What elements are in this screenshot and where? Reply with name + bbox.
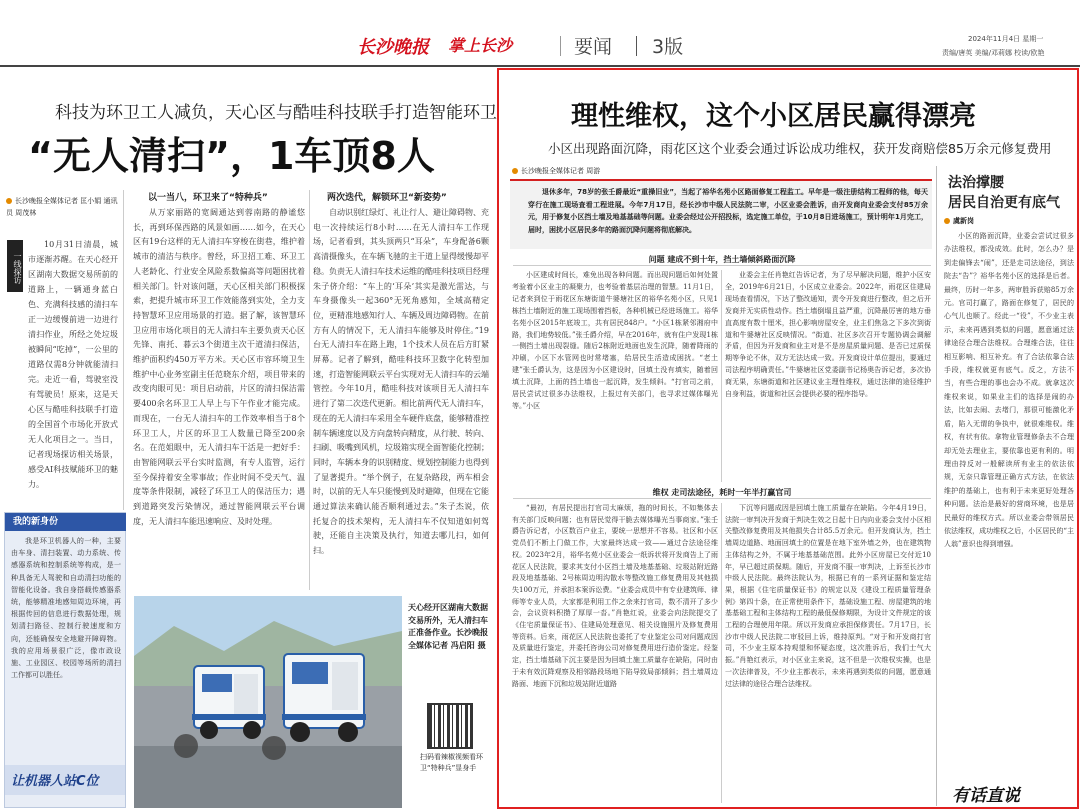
commentary-author-text: 虞新岗 xyxy=(953,217,974,225)
commentary-dot-icon xyxy=(944,218,950,224)
robot-box-footer-text: 让机器人站C位 xyxy=(11,774,99,789)
paper-logo xyxy=(357,33,429,59)
right-col-divider-2 xyxy=(721,503,722,803)
sub-logo: 掌上长沙 xyxy=(448,36,513,55)
right-col1: 小区建成时间长，难免出现各种问题。而出现问题后如何处置考验着小区业主的凝聚力，也考验着基层治理的智慧。11月1日，记者来到位于雨花区东塘街道牛婆塘社区的裕华名苑小区，只见1栋挡土墙附近的施工现场围着挡板，各种机械已经进场施工。裕华名苑小区2015年底竣工，共有居民848户。“小区1栋紧邻湘府中路，我们地势较低。”张壬爵介绍，早在2016年，就有住户发现1栋一侧挡土墙出现裂缝。随后2栋附近地面也发生沉降，随着降雨的冲刷，小区下水管网也时常堵塞，给居民生活造成困扰。“老土建”张壬爵认为，这是因为小区建设时，回填土没有填实，随着回填土沉降，上面的挡土墙也一起沉降，发生倾斜。“打官司之前，居民尝试过很多办法维权，上报过有关部门，也寻求过媒体曝光等。”小区 xyxy=(512,271,718,410)
left-col3-head: 两次迭代，解锁环卫“新姿势” xyxy=(327,193,447,203)
right-col2: 业委会主任肖艳红告诉记者，为了尽早解决问题，维护小区安全，2019年6月21日，小区成立业委会。2022年，雨花区住建局现场查看情况，下达了整改通知，责令开发商进行整改，但之后开发商并无实质性动作。挡土墙倒塌且益严重，沉降最厉害的地方垂直高度有数十厘米，担心影响房屋安全，业主们焦急之下多次到街道和牛婆塘社区反映情况。“街道、社区多次召开专题协调会调解矛盾，但因为开发商和业主对是不是房屋质量问题、是否已过质保期等争论不休，双方无法达成一致。开发商设计单位提出，要通过司法程序明确责任。”牛婆塘社区党委副书记杨奥告诉记者，多次协商无果，东塘街道和社区建议业主理性维权，通过法律的途径维护自身利益，街道和社区会提供必要的程序指导。 xyxy=(725,271,931,399)
robot-box-title: 我的新身份 xyxy=(5,513,126,531)
right-col3: “最初，有居民提出打官司太麻烦，拖的时间长，不如集体去有关部门反映问题；也有居民觉得干脆去媒体曝光当事商家。”张壬爵告诉记者，小区数百户业主，要统一思想并不容易。社区和小区党员们不断上门做工作，大家最终达成一致——通过合法途径维权。2023年2月，裕华名苑小区业委会一纸诉状将开发商告上了雨花区人民法院，要求其支付小区挡土墙及地基基础、垃圾站附近路段及地基基础、2号栋周边明沟散水等整改施工修复费用及其他损失100万元，并承担本案诉讼费。“业委会成员中有专业建筑师、律师等专业人员，大家都是利用工作之余来打官司，数不清开了多少会，会议资料积攒了厚厚一沓。”肖艳红说，业委会向法院提交了《住宅质量保证书》、住建局处理意见、相关设施照片及修复费用等资料。后来，雨花区人民法院也委托了专业鉴定公司对问题成因及质量进行鉴定，并委托咨询公司对修复费用进行造价鉴定。经鉴定，挡土墙基础下沉主要是因为回填土施工质量存在缺陷，同时由于未有效沉降观察及相邻路段场地下陷导致局部倾斜；挡土墙周边路面、地面下沉和垃圾站附近道路 xyxy=(512,504,718,688)
left-kicker: 科技为环卫工人减负，天心区与酷哇科技联手打造智能环卫 xyxy=(55,103,497,123)
right-col4: 下沉等问题成因是回填土施工质量存在缺陷。今年4月19日，法院一审判决开发商于判决生效之日起十日内向业委会支付小区相关整改修复费用及其他损失合计85.5万余元。但开发商认为，挡土墙周边道路、地面回填土的位置是在地下室外墙之外，也在建筑物主体结构之外，不属于地基基础范围。此外小区房屋已交付近10年，早已超过质保期。随后，开发商不服一审判决，上诉至长沙市中级人民法院。最终法院认为，根据已有的一系列证据和鉴定结果，根据《住宅质量保证书》的规定以及《建设工程质量管理条例》第四十条，在正常使用条件下，基础设施工程、房屋建筑的地基基础工程和主体结构工程的最低保修期限，为设计文件规定的该工程的合理使用年限。所以开发商应承担保修责任。7月17日，长沙市中级人民法院二审驳回上诉，维持原判。“对于和开发商打官司，不少业主原本持观望和怀疑态度，这次胜诉后，我们士气大振。”肖艳红表示，对小区业主来说，这不但是一次维权实操，也是一次法律普及，不少业主都表示，未来再遇到类似的问题，愿意通过法律的途径合理合法维权。 xyxy=(725,504,931,688)
paper-logo-text: 长沙晚报 xyxy=(357,37,429,58)
right-col-divider-1 xyxy=(721,270,722,482)
right-byline xyxy=(512,166,600,176)
staff-line: 责编/唐英 美编/邓莉娜 校读/欧艳 xyxy=(942,49,1045,57)
lead-box xyxy=(510,179,932,249)
lead-text: 退休多年，78岁的张壬爵最近“重操旧业”，当起了裕华名苑小区路面修复工程监工。早年是一级注册结构工程师的他，每天穿行在施工现场查看工程进展。今年7月17日，经长沙市中级人民法院二审，小区业委会胜诉，由开发商向业委会支付85万余元，用于修复小区挡土墙及地基基础等问题。业委会经过公开招投标，选定施工单位，于10月8日进场施工，预计明年1月完工，届时，困扰小区居民多年的路面沉降问题将彻底解决。 xyxy=(528,188,928,234)
byline-dot-icon xyxy=(6,198,12,204)
left-col-divider-2 xyxy=(309,190,310,590)
commentary-title-1: 法治撑腰 xyxy=(948,175,1004,191)
left-headline: “无人清扫”，1车顶8人 xyxy=(28,134,435,178)
robot-box-footer xyxy=(5,765,125,795)
sec2-heading: 维权 走司法途径，耗时一年半打赢官司 xyxy=(513,487,931,499)
sweeper-illustration xyxy=(134,596,402,808)
side-tag: 一线探访 xyxy=(7,240,23,292)
commentary-author xyxy=(944,216,974,226)
commentary-footer: 有话直说 xyxy=(952,786,1020,806)
right-byline-text: 长沙晚报全媒体记者 周游 xyxy=(521,167,601,175)
left-col1: 10月31日清晨，城市逐渐苏醒。在天心经开区湖南大数据交易所前的道路上，一辆通身蓝白色、充满科技感的清扫车正一边缓慢前进一边进行清扫作业，所经之处垃圾被瞬间“吃掉”，一公里的道路仅需8分钟就能清扫完。走近一看，驾驶室没有驾驶员！原来，这是天心区与酷哇科技联手打造的全国首个市场化开放式无人化项目之一。当日，记者现场探访相关场景，感受AI科技赋能环卫的魅力。 xyxy=(28,240,118,489)
left-col2-head: 以一当八，环卫来了“特种兵” xyxy=(148,193,268,203)
left-byline-text: 长沙晚报全媒体记者 匡小娟 通讯员 周茂林 xyxy=(6,197,118,217)
right-headline: 理性维权，这个小区居民赢得漂亮 xyxy=(571,101,976,132)
commentary-text: 小区的路面沉降，业委会尝试过很多办法维权，都没成效。此时，怎么办？是到走偏锋去“闹”，还是走司法途径，到法院去“告”？裕华名苑小区的选择是后者。最终，历时一年多，两审胜诉获赔85万余元。官司打赢了，路面在修复了，居民的心气儿也顺了。经此一“役”，不少业主表示，未来再遇到类似的问题，愿意通过法律途径合理合法维权。合理维合法，往往相互影响、相互补充。有了合法依靠合法手段，维权就更有底气。反之，方法不当，有些合理的事也会办不成。就拿这次维权来说，如果业主们的选择是闹的办法，比如去闹、去堵门，那很可能激化矛盾，陷入无谓的争执中，就很难维权。维权，有状有依。拿物业管理修条去不合理却无处去理业主，要依靠也更有利的。明理由持反对一般解读所有业主的依法依规，无奈只靠管理正确方式方法，在依法维护的基础上，也有利于未来更好处理各种问题。法治是最好的营商环境，也是居民最好的维权方式。所以业委会带领居民依法维权，成功维权之后，小区居民的“主人翁”意识也得到增强。 xyxy=(944,232,1074,549)
sweeper-photo xyxy=(134,596,402,808)
left-col2-text: 从万家丽路的宽阔通达到蓉南路的静谧悠长，再到环保西路的风景如画……如今，在天心区有19台这样的无人清扫车穿梭在街巷，维护着城市的清洁与秩序。曾经，环卫招工难、环卫工人老龄化、行业安全风险系数偏高等问题困扰着相关部门。针对该问题，天心区相关部门积极探索，把提升城市环卫工作效能落到实处，全力支持智慧环卫应用场景的打造。据了解，该智慧环卫应用市场化项目的无人清扫车主要负责天心区先锋、南托、暮云3个街道主次干道清扫保洁，维护面积约450万平方米。天心区市容环境卫生维护中心业务室副主任范晓东介绍，项目带来的改变肉眼可见：项目启动前，片区的清扫保洁需要400余名环卫工人早上与下午作业才能完成。而现在，一台无人清扫车的工作效率相当于8个环卫工人，片区的环卫工人数量已降至200余名。在范姐眼中，无人清扫车干活是一把好手：由智能网联云平台实时监测，有专人监管，运行至今保持着安全零事故；作业时间不受天气、温度等条件限制，减轻了环卫工人的保洁压力；遇到道路突发污染情况，通过智能网联云平台调度，无人清扫车能迅速响应、及时处理。 xyxy=(133,208,305,526)
commentary-title-2: 居民自治更有底气 xyxy=(948,195,1060,211)
masthead-divider xyxy=(560,36,561,56)
photo-caption: 天心经开区湖南大数据交易所外，无人清扫车正准备作业。长沙晚报全媒体记者 冯启阳 摄 xyxy=(408,603,488,650)
masthead xyxy=(0,0,1080,68)
left-col-divider-1 xyxy=(123,190,124,510)
robot-box xyxy=(4,512,126,808)
left-col3-text: 自动识别红绿灯、礼让行人、避让障碍物、充电一次持续运行8小时……在无人清扫车工作现场，记者看到，其头顶两只“耳朵”，车身配备6颗高清摄像头，在车辆飞驰的主干道上显得缓慢却平稳。负责无人清扫车技术运维的酷哇科技项目经理朱子侪介绍：“车上的‘耳朵’其实是激光雷达，与车身摄像头一起360°无死角感知，全域高精定位，更精准地感知行人、车辆及周边障碍物。在前方有人的情况下，无人清扫车能够及时停住。”19台无人清扫车在路上跑，1个技术人员在后方盯紧屏幕。记者了解到，酷哇科技环卫数字化转型加速，打造智能网联云平台实现对无人清扫车的云端管控。今年10月，酷哇科技对该项目无人清扫车进行了第二次迭代更新。相比前两代无人清扫车，现在的无人清扫车采用全车硬件底盘，能够精准控制车辆速度以及方向盘转向精度，从行驶、转向、扫刷、吸嘴到风机，垃圾箱实现全面智能化控制；同时，车辆本身的识别精度、规划控制能力也得到了显著提升。“举个例子，在复杂路段，两车相会时，以前的无人车只能慢到及时避障，但现在它能通过算法来确认能否顺利通过去。”朱子杰说，依托复合的技术架构，无人清扫车不仅知道如何驾驶，还能自主决策及执行，知道去哪儿扫，如何扫。 xyxy=(313,208,489,556)
left-byline xyxy=(6,195,118,219)
qr-caption: 扫码看辣椒视频看环卫“特种兵”显身手 xyxy=(420,753,483,772)
page-number: 3版 xyxy=(652,36,684,58)
commentary-divider xyxy=(936,166,937,806)
masthead-rule xyxy=(0,65,1080,67)
section-name: 要闻 xyxy=(574,36,613,58)
masthead-divider-2 xyxy=(636,36,637,56)
right-subhead: 小区出现路面沉降，雨花区这个业委会通过诉讼成功维权，获开发商赔偿85万余元修复费用 xyxy=(548,141,1052,156)
sweeper-truck-2 xyxy=(282,654,366,742)
date-line: 2024年11月4日 星期一 xyxy=(968,35,1044,43)
robot-box-text: 我是环卫机器人的一种，主要由车身、清扫装置、动力系统、传感器系统和控制系统等构成，是一种具备无人驾驶和自动清扫功能的智能化设备。我自身搭载传感器系统，能够精准地感知周边环境，再根据传回的信息进行数据处理，规划清扫路径、控制行驶速度和方向，还能确保安全地避开障碍物。我的应用场景很广泛，像市政设施、工业园区、校园等场所的清扫工作都可以胜任。 xyxy=(11,537,121,680)
sec1-heading: 问题 建成不到十年，挡土墙倾斜路面沉降 xyxy=(513,254,931,266)
right-byline-dot-icon xyxy=(512,168,518,174)
qr-code[interactable] xyxy=(427,703,473,749)
sweeper-truck-1 xyxy=(192,666,266,739)
